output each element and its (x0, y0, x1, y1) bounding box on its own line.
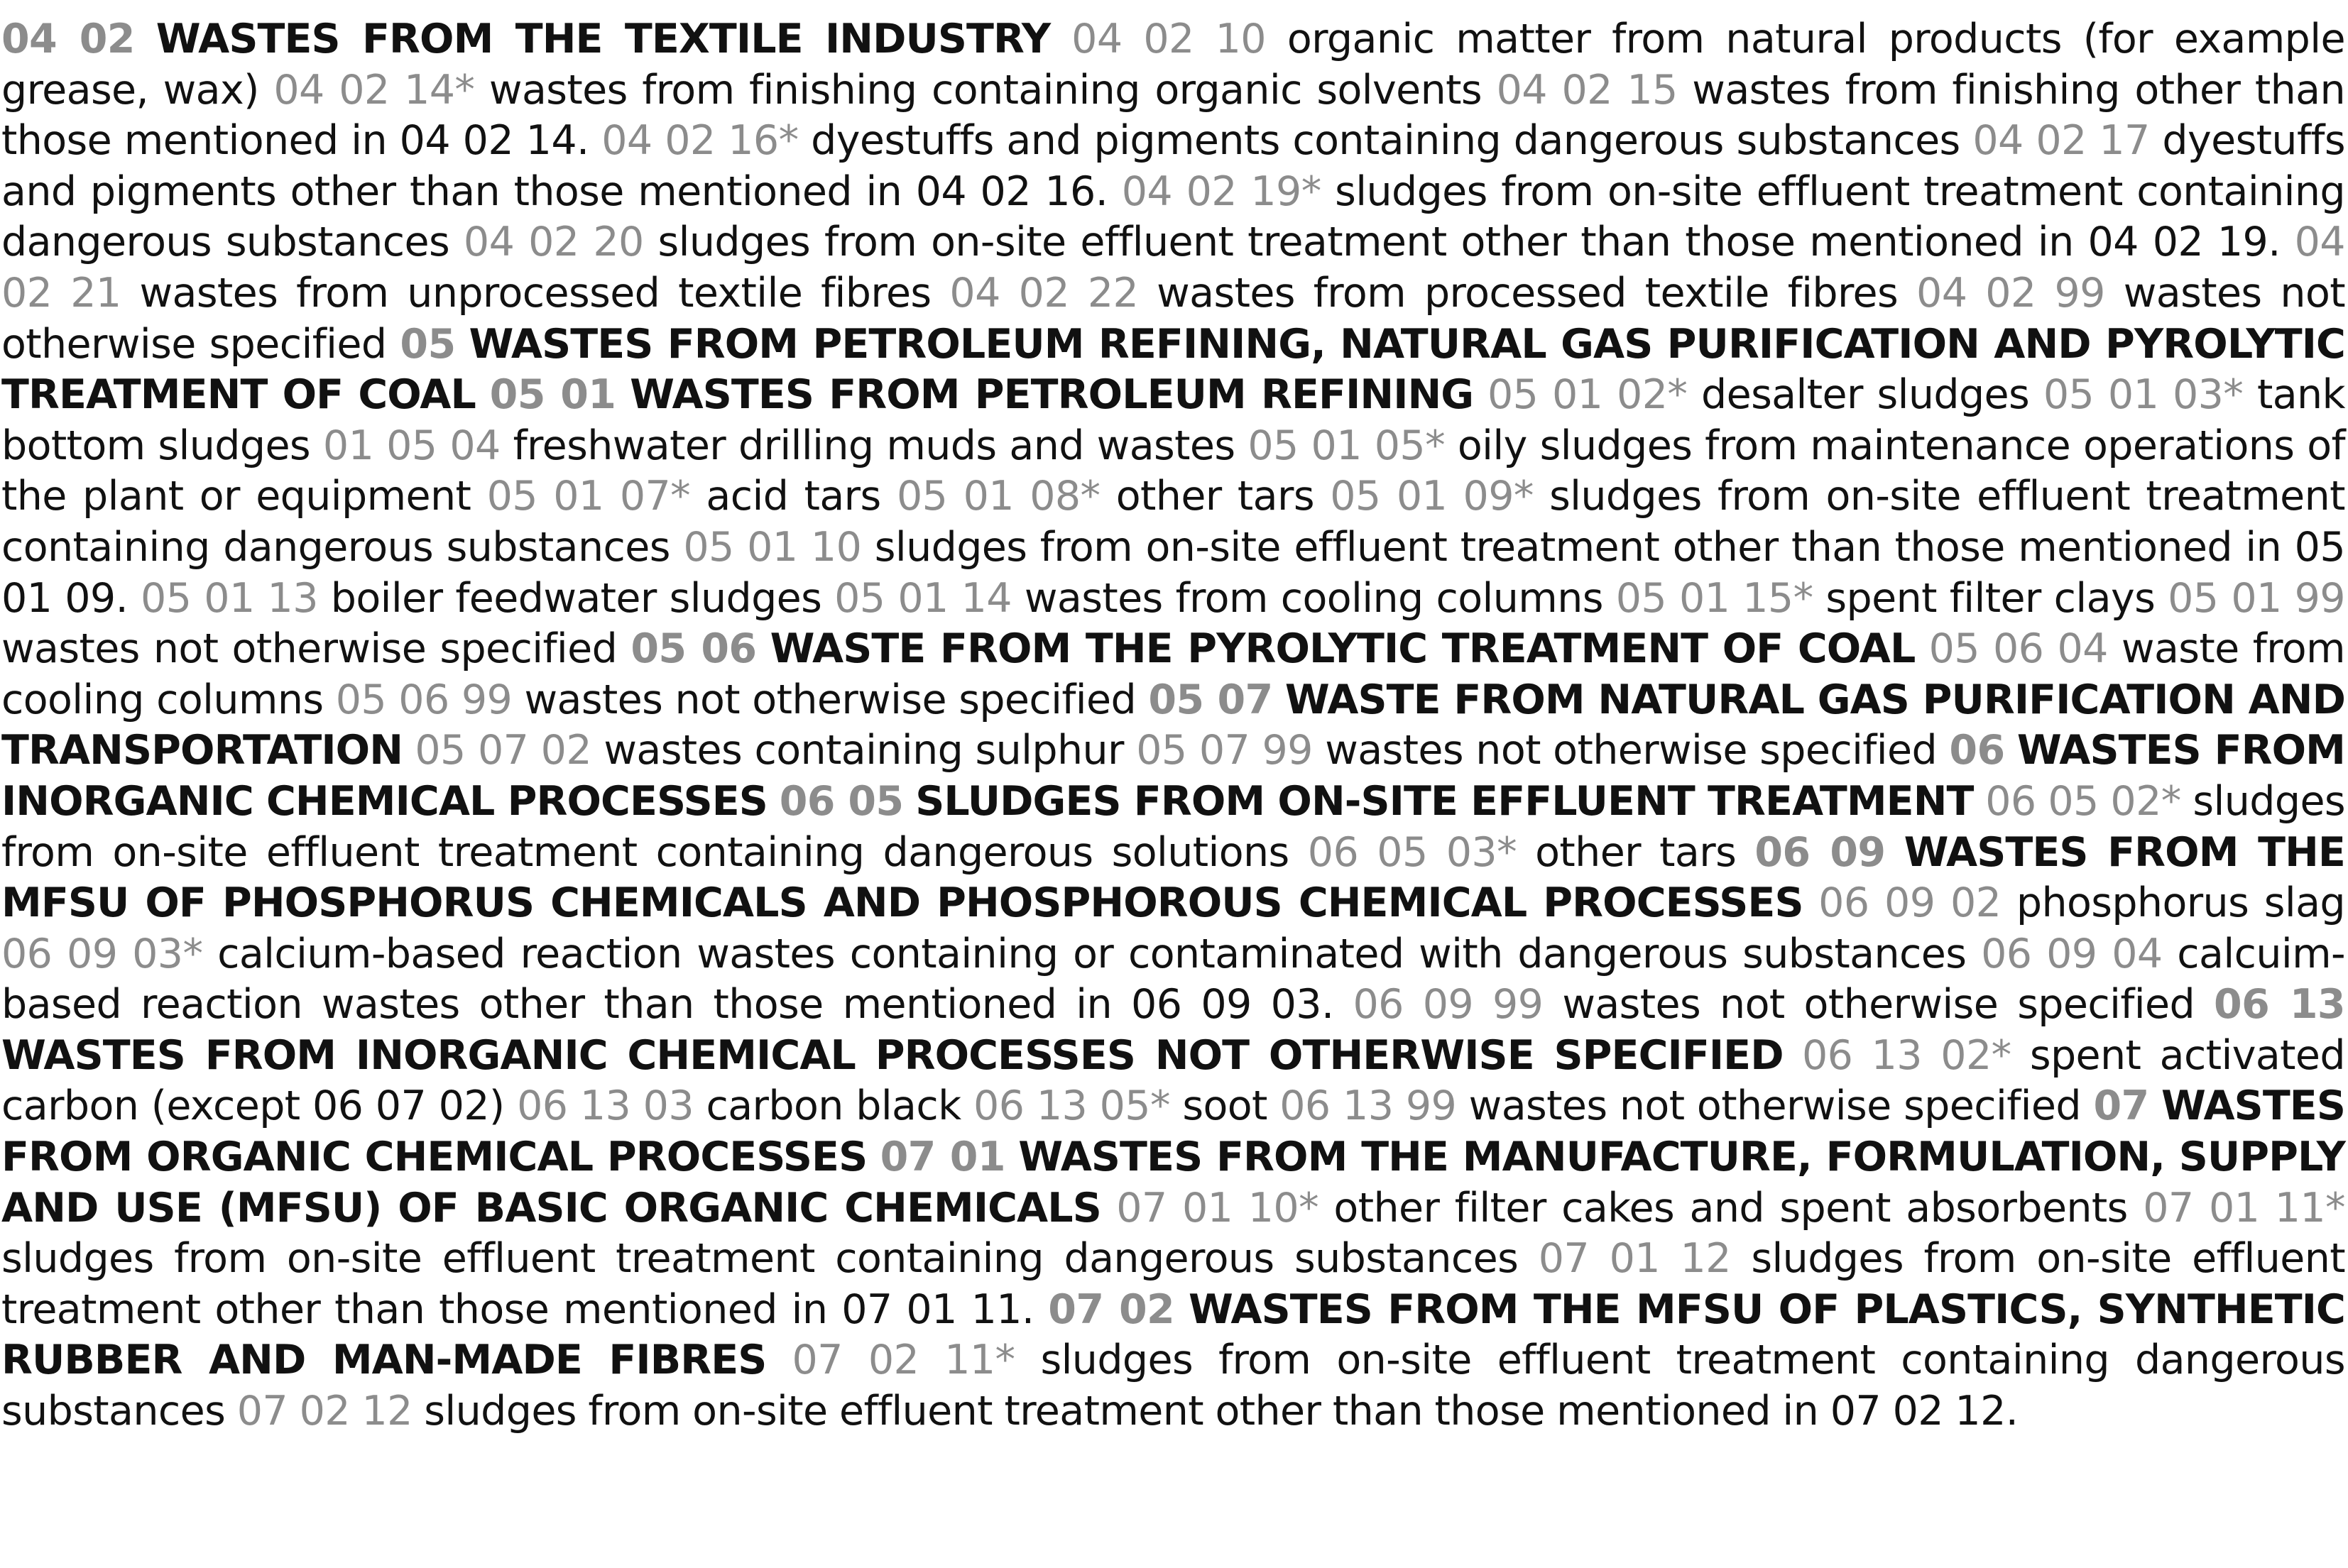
waste-description: boiler feedwater sludges (330, 574, 822, 622)
waste-code: 05 07 02 (415, 727, 592, 774)
waste-code: 05 06 04 (1928, 625, 2108, 673)
waste-code: 07 01 10* (1116, 1184, 1318, 1232)
waste-code: 05 01 05* (1247, 422, 1446, 469)
waste-description: organic matter from natural products (for example grease, wax) (1, 16, 2345, 114)
waste-description: wastes not otherwise specified (1468, 1082, 2081, 1130)
waste-code: 07 02 11* (792, 1337, 1015, 1384)
waste-description: wastes from unprocessed textile fibres (139, 269, 932, 317)
waste-code: 06 13 03 (517, 1082, 694, 1130)
waste-description: dyestuffs and pigments other than those mentioned in 04 02 16. (1, 117, 2345, 215)
waste-code: 06 13 02* (1801, 1031, 2011, 1079)
section-code: 05 (400, 320, 456, 368)
waste-code: 05 01 13 (141, 574, 318, 622)
waste-code: 04 02 14* (273, 66, 475, 114)
waste-description: carbon black (706, 1082, 961, 1130)
waste-description: sludges from on-site effluent treatment containing dangerous substances (1, 1337, 2345, 1435)
waste-code: 04 02 22 (949, 269, 1139, 317)
waste-code: 05 01 14 (834, 574, 1012, 622)
section-heading: WASTES FROM INORGANIC CHEMICAL PROCESSES (1, 727, 2345, 825)
waste-code: 05 01 15* (1615, 574, 1813, 622)
waste-description: spent filter clays (1825, 574, 2156, 622)
section-code: 06 13 (2214, 981, 2345, 1029)
waste-code: 06 09 03* (1, 930, 203, 977)
waste-code: 04 02 15 (1496, 66, 1678, 114)
waste-description: spent activated carbon (except 06 07 02) (1, 1031, 2345, 1130)
waste-description: other filter cakes and spent absorbents (1333, 1184, 2128, 1232)
waste-description: other tars (1115, 473, 1314, 520)
waste-code: 04 02 19* (1121, 168, 1321, 215)
waste-description: sludges from on-site effluent treatment other than those mentioned in 07 01 11. (1, 1235, 2345, 1333)
waste-description: wastes from processed textile fibres (1157, 269, 1899, 317)
waste-description: wastes from finishing other than those mentioned in 04 02 14. (1, 66, 2345, 165)
waste-code: 05 01 03* (2043, 371, 2244, 419)
section-heading: WASTES FROM THE MFSU OF PHOSPHORUS CHEMICALS AND PHOSPHOROUS CHEMICAL PROCESSES (1, 828, 2345, 927)
waste-code: 06 09 02 (1818, 879, 2002, 927)
waste-description-initial: s (424, 1388, 445, 1435)
waste-code: 05 01 07* (486, 473, 691, 520)
section-code: 07 02 (1048, 1285, 1175, 1333)
section-code: 06 09 (1754, 828, 1886, 876)
waste-code: 05 01 09* (1330, 473, 1534, 520)
waste-description: phosphorus slag (2016, 879, 2345, 927)
waste-description: wastes from finishing containing organic solvents (488, 66, 1482, 114)
section-heading: WASTES FROM THE TEXTILE INDUSTRY (155, 16, 1051, 62)
section-heading: WASTES FROM PETROLEUM REFINING (630, 371, 1474, 419)
section-code: 05 01 (489, 371, 616, 419)
waste-code: 04 02 16* (601, 117, 799, 165)
waste-code: 07 01 12 (1538, 1235, 1731, 1283)
waste-code: 01 05 04 (322, 422, 501, 469)
waste-code: 05 01 99 (2168, 574, 2345, 622)
waste-description: sludges from on-site effluent treatment containing dangerous solutions (1, 777, 2346, 876)
waste-description: calcuim-based reaction wastes other than those mentioned in 06 09 03. (1, 930, 2345, 1029)
section-heading: WASTES FROM ORGANIC CHEMICAL PROCESSES (1, 1082, 2345, 1181)
waste-description: desalter sludges (1701, 371, 2030, 419)
section-code: 06 05 (779, 777, 904, 825)
waste-code: 07 01 11* (2143, 1184, 2345, 1232)
waste-description: wastes not otherwise specified (1, 625, 618, 673)
section-heading: WASTES FROM PETROLEUM REFINING, NATURAL GAS PURIFICATION AND PYROLYTIC TREATMENT OF COAL (1, 320, 2345, 419)
waste-code: 05 01 02* (1487, 371, 1688, 419)
waste-description: wastes not otherwise specified (1562, 981, 2195, 1029)
waste-code: 05 06 99 (335, 676, 513, 723)
waste-description: freshwater drilling muds and wastes (513, 422, 1235, 469)
waste-code: 06 13 05* (973, 1082, 1170, 1130)
waste-description: sludges from on-site effluent treatment containing dangerous substances (1, 473, 2345, 571)
waste-code: 05 07 99 (1136, 727, 1313, 774)
waste-code: 06 13 99 (1279, 1082, 1457, 1130)
waste-description: oily sludges from maintenance operations of the plant or equipment (1, 422, 2345, 520)
waste-code: 06 09 99 (1353, 981, 1544, 1029)
waste-description: calcium-based reaction wastes containing or contaminated with dangerous substances (217, 930, 1967, 977)
section-heading: WASTE FROM THE PYROLYTIC TREATMENT OF COAL (770, 625, 1916, 673)
section-heading: WASTES FROM INORGANIC CHEMICAL PROCESSES NOT OTHERWISE SPECIFIED (1, 1031, 1784, 1079)
waste-code: 05 01 10 (683, 523, 862, 571)
waste-description: ludges from on-site effluent treatment other than those mentioned in 07 02 12. (444, 1388, 2019, 1435)
waste-description: dyestuffs and pigments containing dangerous substances (811, 117, 1960, 165)
waste-description: soot (1182, 1082, 1267, 1130)
waste-code: 06 05 03* (1307, 828, 1517, 876)
waste-description: sludges from on-site effluent treatment other than those mentioned in 05 01 09. (1, 523, 2345, 622)
waste-code: 05 01 08* (896, 473, 1101, 520)
section-code: 04 02 (1, 16, 135, 62)
waste-description: tank bottom sludges (1, 371, 2345, 469)
section-code: 07 01 (880, 1134, 1005, 1181)
waste-code: 06 05 02* (1985, 777, 2181, 825)
section-heading: WASTES FROM THE MANUFACTURE, FORMULATION, SUPPLY AND USE (MFSU) OF BASIC ORGANIC CHEMICALS (1, 1134, 2345, 1232)
waste-description: wastes not otherwise specified (524, 676, 1137, 723)
section-heading: SLUDGES FROM ON-SITE EFFLUENT TREATMENT (915, 777, 1974, 825)
waste-description: sludges from on-site effluent treatment containing dangerous substances (1, 168, 2345, 266)
section-heading: WASTE FROM NATURAL GAS PURIFICATION AND TRANSPORTATION (1, 676, 2346, 774)
waste-description: wastes containing sulphur (604, 727, 1124, 774)
section-code: 07 (2093, 1082, 2149, 1130)
section-heading: WASTES FROM THE MFSU OF PLASTICS, SYNTHETIC RUBBER AND MAN-MADE FIBRES (1, 1285, 2345, 1384)
waste-code: 07 02 12 (236, 1388, 425, 1435)
section-code: 06 (1949, 727, 2005, 774)
section-code: 05 07 (1148, 676, 1273, 723)
waste-code: 04 02 20 (463, 219, 644, 266)
waste-description: sludges from on-site effluent treatment containing dangerous substances (1, 1235, 1519, 1283)
waste-description: wastes not otherwise specified (1, 269, 2345, 368)
waste-description: other tars (1535, 828, 1737, 876)
waste-code: 04 02 17 (1972, 117, 2150, 165)
waste-description: wastes not otherwise specified (1325, 727, 1938, 774)
waste-code: 06 09 04 (1981, 930, 2163, 977)
waste-description: sludges from on-site effluent treatment other than those mentioned in 04 02 19. (657, 219, 2281, 266)
waste-description: wastes from cooling columns (1024, 574, 1603, 622)
waste-description: waste from cooling columns (1, 625, 2345, 723)
waste-code: 04 02 10 (1071, 16, 1266, 62)
section-code: 05 06 (630, 625, 757, 673)
waste-code: 04 02 21 (1, 219, 2345, 317)
waste-code: 04 02 99 (1916, 269, 2105, 317)
waste-description: acid tars (706, 473, 881, 520)
